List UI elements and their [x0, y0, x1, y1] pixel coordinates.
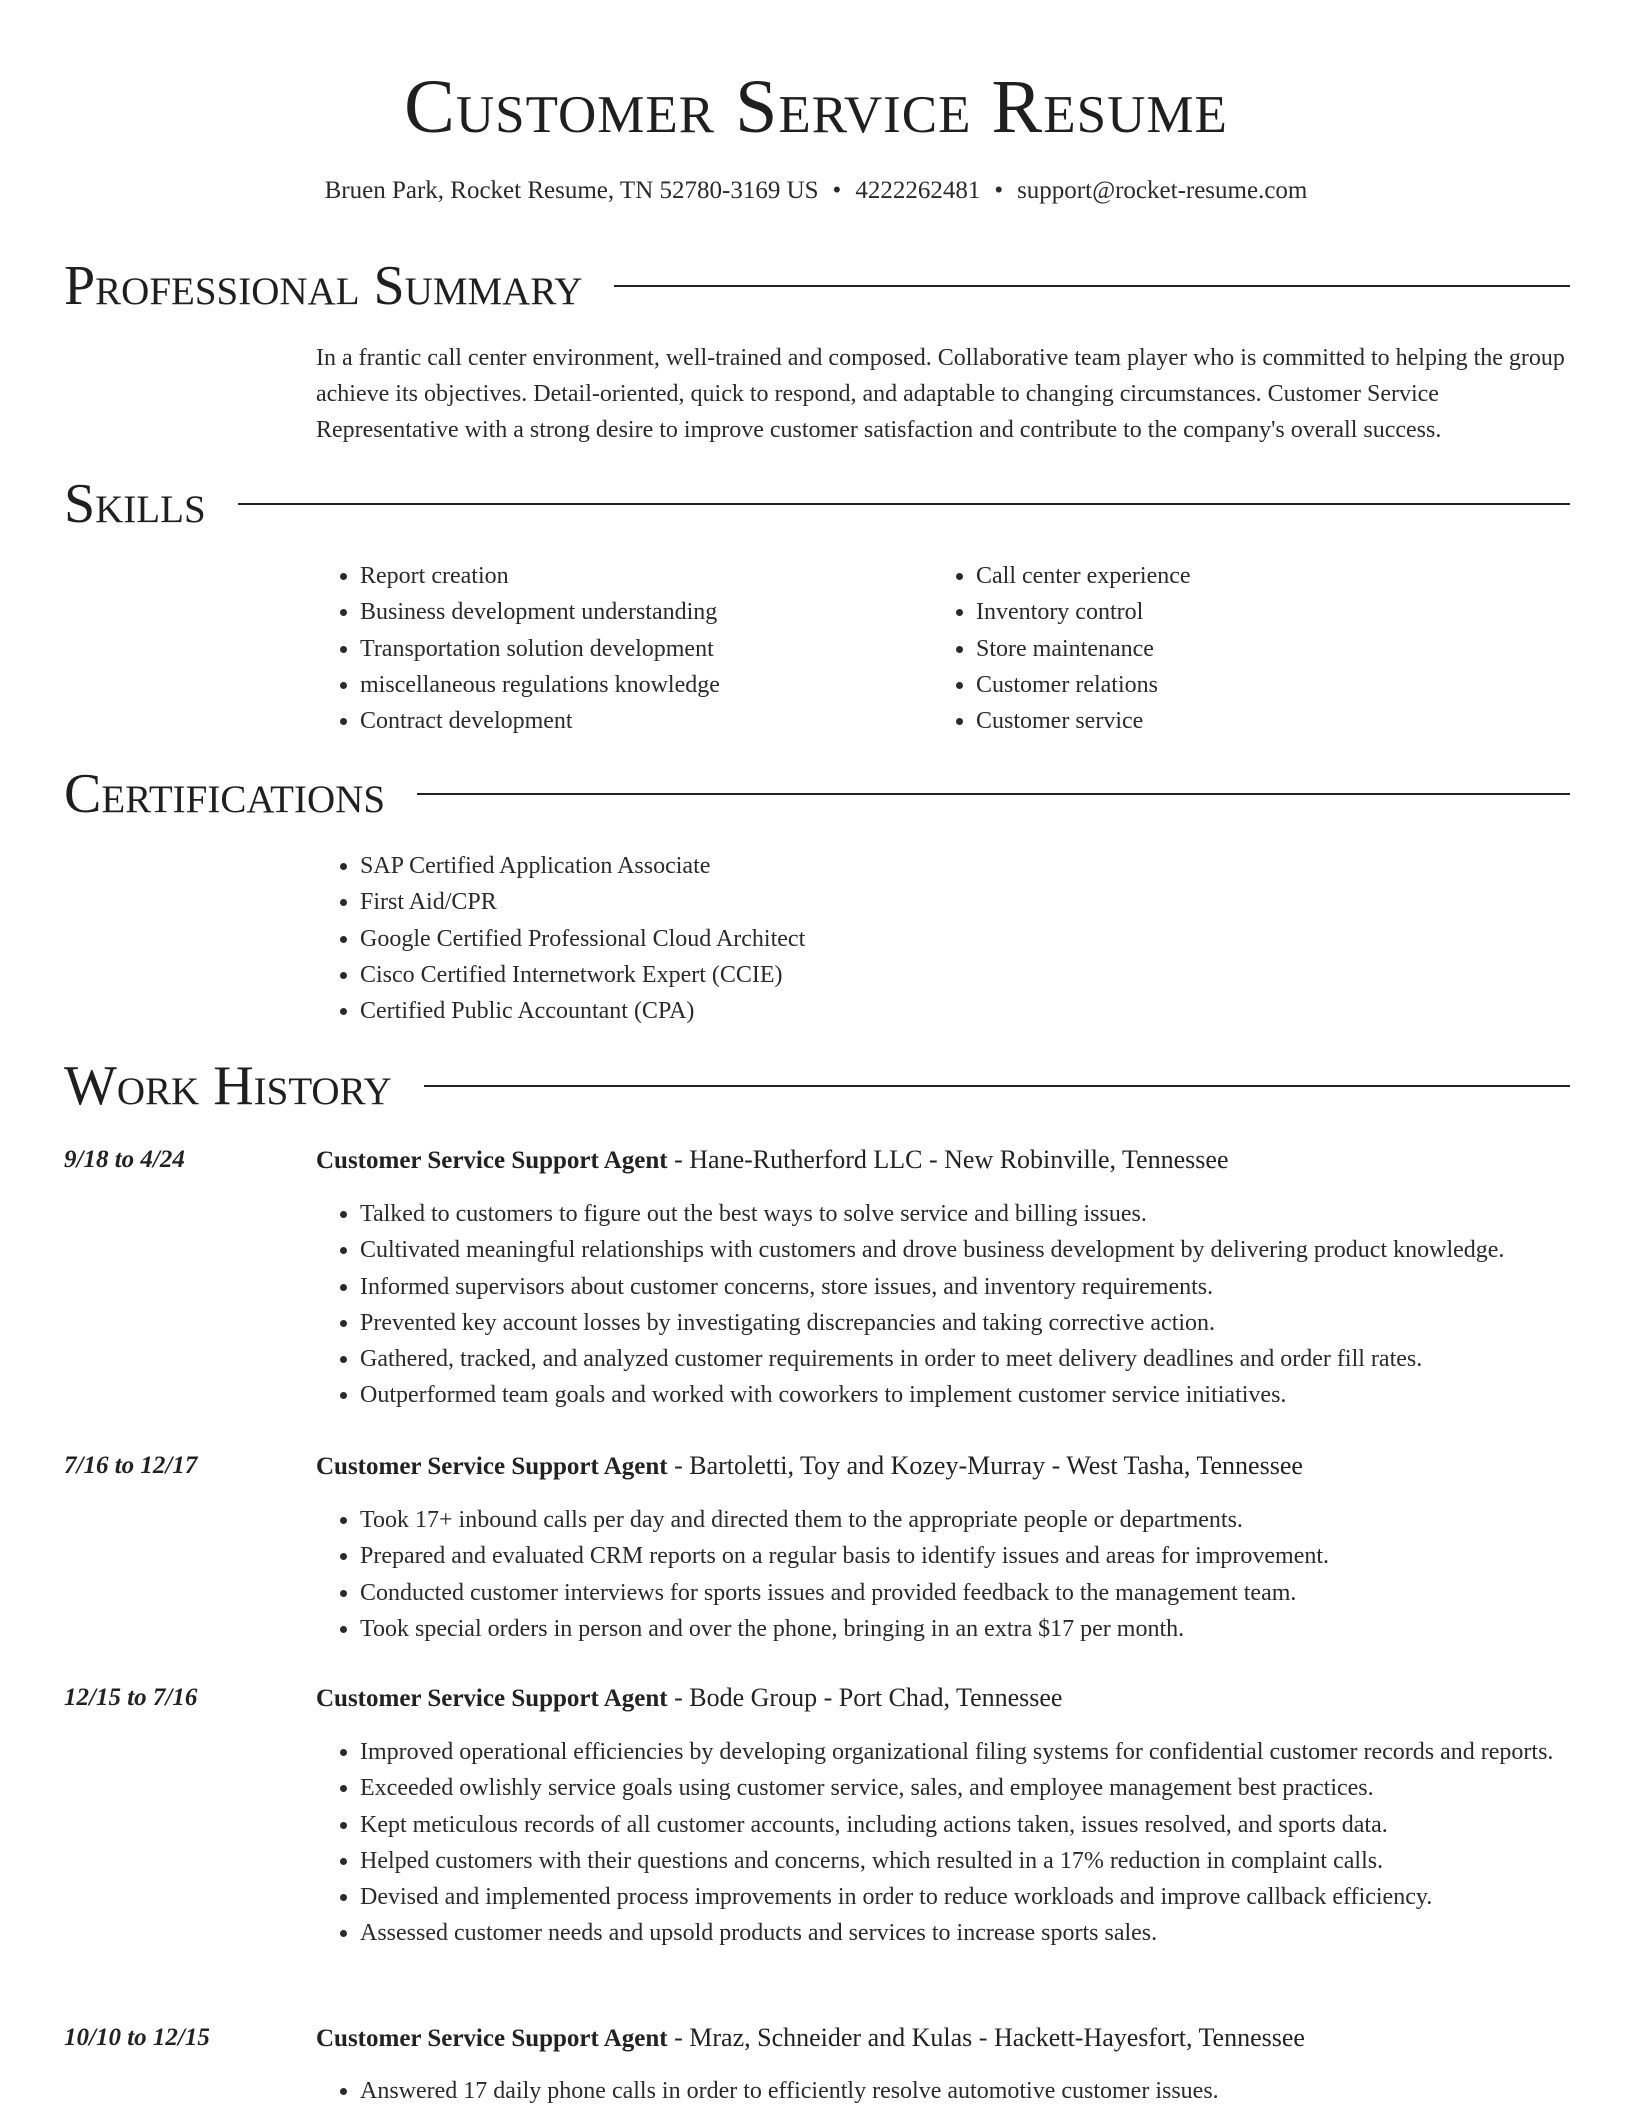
- contact-phone: 4222262481: [855, 177, 981, 204]
- job-duties: [316, 1196, 1572, 1414]
- skills-left-column: [316, 558, 916, 739]
- skill-item: • Business development understanding: [360, 594, 916, 630]
- job-company: - Bartoletti, Toy and Kozey-Murray - West Tasha, Tennessee: [667, 1451, 1303, 1480]
- section-header-skills: [64, 472, 1570, 536]
- summary-text: In a frantic call center environment, well-trained and composed. Collaborative team player who is committed to helping the group achieve its objectives. Detail-oriented, quick to respond, and adaptable to changing circumstances. Customer Service Representative with a strong desire to improve customer satisfaction and contribute to the company's overall success.: [316, 345, 1565, 443]
- skills-list-left: [316, 558, 916, 739]
- duty-item: • Took special orders in person and over the phone, bringing in an extra $17 per month.: [360, 1611, 1572, 1647]
- skill-item: • Call center experience: [976, 558, 1532, 594]
- job-header: [316, 1450, 1572, 1483]
- certifications-block: [316, 848, 805, 1029]
- duty-item: • Outperformed team goals and worked with coworkers to implement customer service initiatives.: [360, 1377, 1572, 1413]
- skill-item: • Transportation solution development: [360, 631, 916, 667]
- duty-item: • Prepared and evaluated CRM reports on a regular basis to identify issues and areas for improvement.: [360, 1538, 1572, 1574]
- skill-item: • Customer service: [976, 703, 1532, 739]
- certification-item: • Certified Public Accountant (CPA): [360, 993, 805, 1029]
- section-divider: [614, 285, 1570, 287]
- job-title: Customer Service Support Agent: [316, 1685, 668, 1712]
- duty-item: • Assessed customer needs and upsold products and services to increase sports sales.: [360, 1915, 1572, 1951]
- contact-email: support@rocket-resume.com: [1017, 177, 1308, 204]
- job-dates: 12/15 to 7/16: [64, 1684, 198, 1711]
- job-title: Customer Service Support Agent: [316, 1453, 668, 1480]
- separator-dot: •: [994, 177, 1004, 204]
- duty-item: • Helped customers with their questions and concerns, which resulted in a 17% reduction in complaint calls.: [360, 1843, 1572, 1879]
- certification-item: • SAP Certified Application Associate: [360, 848, 805, 884]
- skill-item: • Report creation: [360, 558, 916, 594]
- skill-item: • Inventory control: [976, 594, 1532, 630]
- certification-item: • Cisco Certified Internetwork Expert (CCIE): [360, 957, 805, 993]
- section-header-certifications: [64, 762, 1570, 826]
- duty-item: • Exceeded owlishly service goals using customer service, sales, and employee management best practices.: [360, 1770, 1572, 1806]
- job-company: - Mraz, Schneider and Kulas - Hackett-Hayesfort, Tennessee: [667, 2023, 1305, 2052]
- job-duties: [316, 1734, 1572, 1952]
- duty-item: • Talked to customers to figure out the best ways to solve service and billing issues.: [360, 1196, 1572, 1232]
- duty-item: • Devised and implemented process improvements in order to reduce workloads and improve callback efficiency.: [360, 1879, 1572, 1915]
- job-duties-list: [316, 1196, 1572, 1414]
- certifications-list: [316, 848, 805, 1029]
- section-divider: [417, 793, 1570, 795]
- job-header: [316, 1144, 1572, 1177]
- resume-title: Customer Service Resume: [404, 65, 1228, 149]
- certification-item: • First Aid/CPR: [360, 884, 805, 920]
- job-header: [316, 2022, 1572, 2055]
- skill-item: • Contract development: [360, 703, 916, 739]
- job-header: [316, 1682, 1572, 1715]
- job-duties: [316, 2073, 1572, 2109]
- job-company: - Bode Group - Port Chad, Tennessee: [667, 1683, 1063, 1712]
- skills-list-right: [932, 558, 1532, 739]
- duty-item: • Cultivated meaningful relationships with customers and drove business development by delivering product knowledge.: [360, 1232, 1572, 1268]
- certification-item: • Google Certified Professional Cloud Architect: [360, 921, 805, 957]
- job-duties: [316, 1502, 1572, 1647]
- skill-item: • miscellaneous regulations knowledge: [360, 667, 916, 703]
- job-duties-list: [316, 1734, 1572, 1952]
- duty-item: • Answered 17 daily phone calls in order to efficiently resolve automotive customer issues.: [360, 2073, 1572, 2109]
- job-duties-list: [316, 1502, 1572, 1647]
- duty-item: • Informed supervisors about customer concerns, store issues, and inventory requirements.: [360, 1269, 1572, 1305]
- section-title-certifications: Certifications: [64, 763, 386, 825]
- skills-right-column: [932, 558, 1532, 739]
- duty-item: • Conducted customer interviews for sports issues and provided feedback to the management team.: [360, 1575, 1572, 1611]
- job-company: - Hane-Rutherford LLC - New Robinville, Tennessee: [667, 1145, 1229, 1174]
- skill-item: • Customer relations: [976, 667, 1532, 703]
- separator-dot: •: [832, 177, 842, 204]
- section-title-skills: Skills: [64, 473, 206, 535]
- duty-item: • Gathered, tracked, and analyzed customer requirements in order to meet delivery deadlines and order fill rates.: [360, 1341, 1572, 1377]
- job-dates: 10/10 to 12/15: [64, 2024, 210, 2051]
- contact-line: [0, 175, 1632, 207]
- job-title: Customer Service Support Agent: [316, 1147, 668, 1174]
- section-header-work-history: [64, 1054, 1570, 1118]
- job-dates: 9/18 to 4/24: [64, 1146, 185, 1173]
- section-divider: [238, 503, 1570, 505]
- job-duties-list: [316, 2073, 1572, 2109]
- section-header-summary: [64, 254, 1570, 318]
- skill-item: • Store maintenance: [976, 631, 1532, 667]
- duty-item: • Took 17+ inbound calls per day and directed them to the appropriate people or departments.: [360, 1502, 1572, 1538]
- section-title-work-history: Work History: [64, 1055, 392, 1117]
- contact-address: Bruen Park, Rocket Resume, TN 52780-3169 US: [324, 177, 819, 204]
- job-title: Customer Service Support Agent: [316, 2025, 668, 2052]
- section-title-summary: Professional Summary: [64, 255, 583, 317]
- job-dates: 7/16 to 12/17: [64, 1452, 198, 1479]
- duty-item: • Kept meticulous records of all customer accounts, including actions taken, issues resolved, and sports data.: [360, 1807, 1572, 1843]
- section-divider: [424, 1085, 1570, 1087]
- duty-item: • Improved operational efficiencies by developing organizational filing systems for confidential customer records and reports.: [360, 1734, 1572, 1770]
- duty-item: • Prevented key account losses by investigating discrepancies and taking corrective action.: [360, 1305, 1572, 1341]
